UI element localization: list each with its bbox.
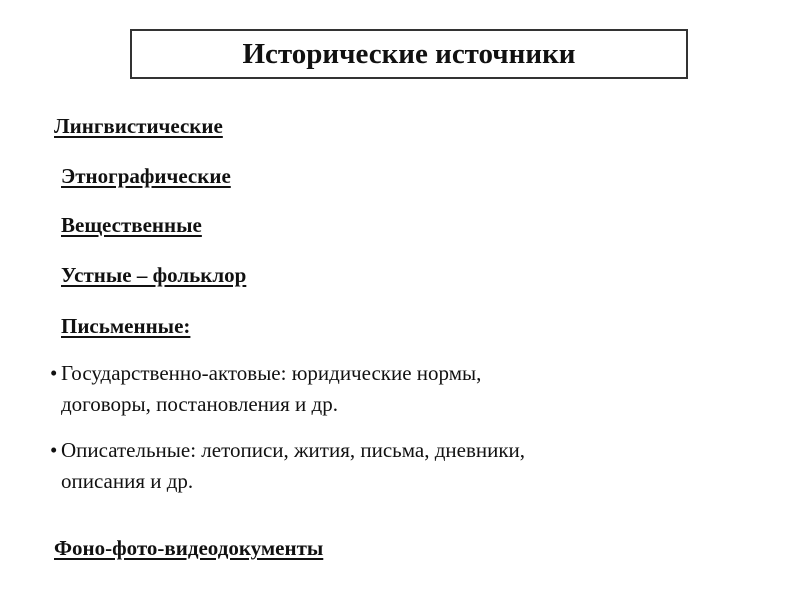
bullet-text-line: Государственно-актовые: юридические нормы, <box>61 361 482 385</box>
bullet-text-line: Описательные: летописи, жития, письма, дневники, <box>61 438 526 462</box>
page-title: Исторические источники <box>242 37 576 70</box>
written-type-state-acts <box>50 358 481 420</box>
category-oral-folklore: Устные – фольклор <box>61 263 247 287</box>
bullet-text-line: описания и др. <box>61 469 194 493</box>
bullet-icon: • <box>50 361 58 385</box>
category-written: Письменные: <box>61 314 191 338</box>
category-material: Вещественные <box>61 213 202 237</box>
bullet-icon: • <box>50 438 58 462</box>
written-type-descriptive <box>50 435 525 497</box>
title-box <box>130 29 688 79</box>
category-audio-photo-video: Фоно-фото-видеодокументы <box>54 536 324 560</box>
bullet-text-line: договоры, постановления и др. <box>61 392 338 416</box>
category-ethnographic: Этнографические <box>61 164 231 188</box>
category-linguistic: Лингвистические <box>54 114 223 138</box>
